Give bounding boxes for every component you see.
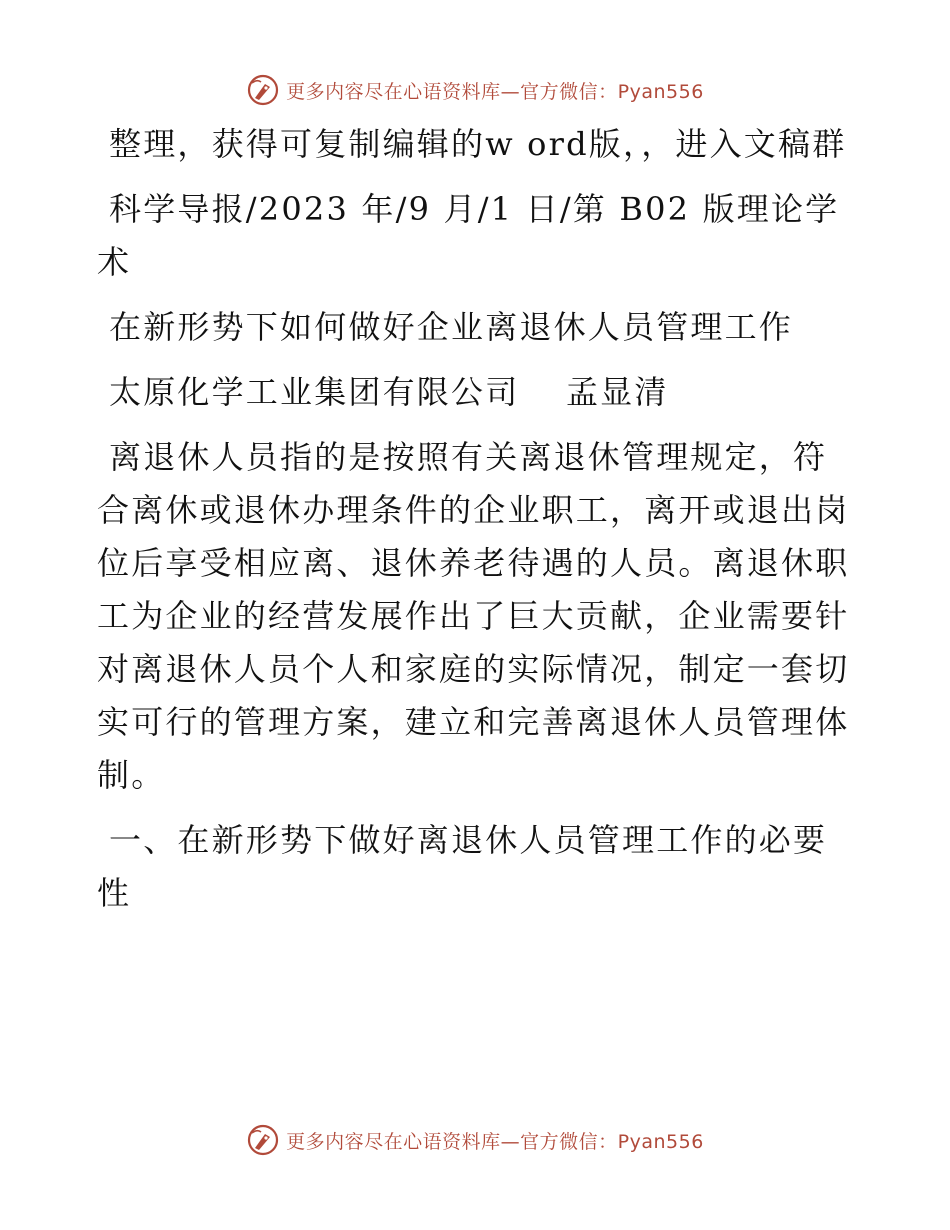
pen-nib-logo-icon [246, 1123, 280, 1157]
section-heading: 一、在新形势下做好离退休人员管理工作的必要性 [97, 821, 828, 912]
header-watermark-banner [0, 70, 950, 110]
watermark-text: 更多内容尽在心语资料库—官方微信：Pyan556 [286, 1130, 704, 1153]
article-title: 在新形势下如何做好企业离退休人员管理工作 [109, 308, 794, 346]
author-line: 太原化学工业集团有限公司 孟显清 [109, 373, 669, 411]
intro-note: 整理，获得可复制编辑的w ord版，，进入文稿群 [109, 125, 847, 163]
pen-nib-logo-icon [246, 73, 280, 107]
document-body [97, 118, 857, 932]
footer-watermark-banner [0, 1120, 950, 1160]
source-line: 科学导报/2023 年/9 月/1 日/第 B02 版理论学术 [97, 190, 840, 281]
watermark-text: 更多内容尽在心语资料库—官方微信：Pyan556 [286, 80, 704, 103]
body-paragraph: 离退休人员指的是按照有关离退休管理规定，符合离休或退休办理条件的企业职工，离开或退出岗位后享受相应离、退休养老待遇的人员。离退休职工为企业的经营发展作出了巨大贡献，企业需要针对离退休人员个人和家庭的实际情况，制定一套切实可行的管理方案，建立和完善离退休人员管理体制。 [97, 438, 850, 794]
